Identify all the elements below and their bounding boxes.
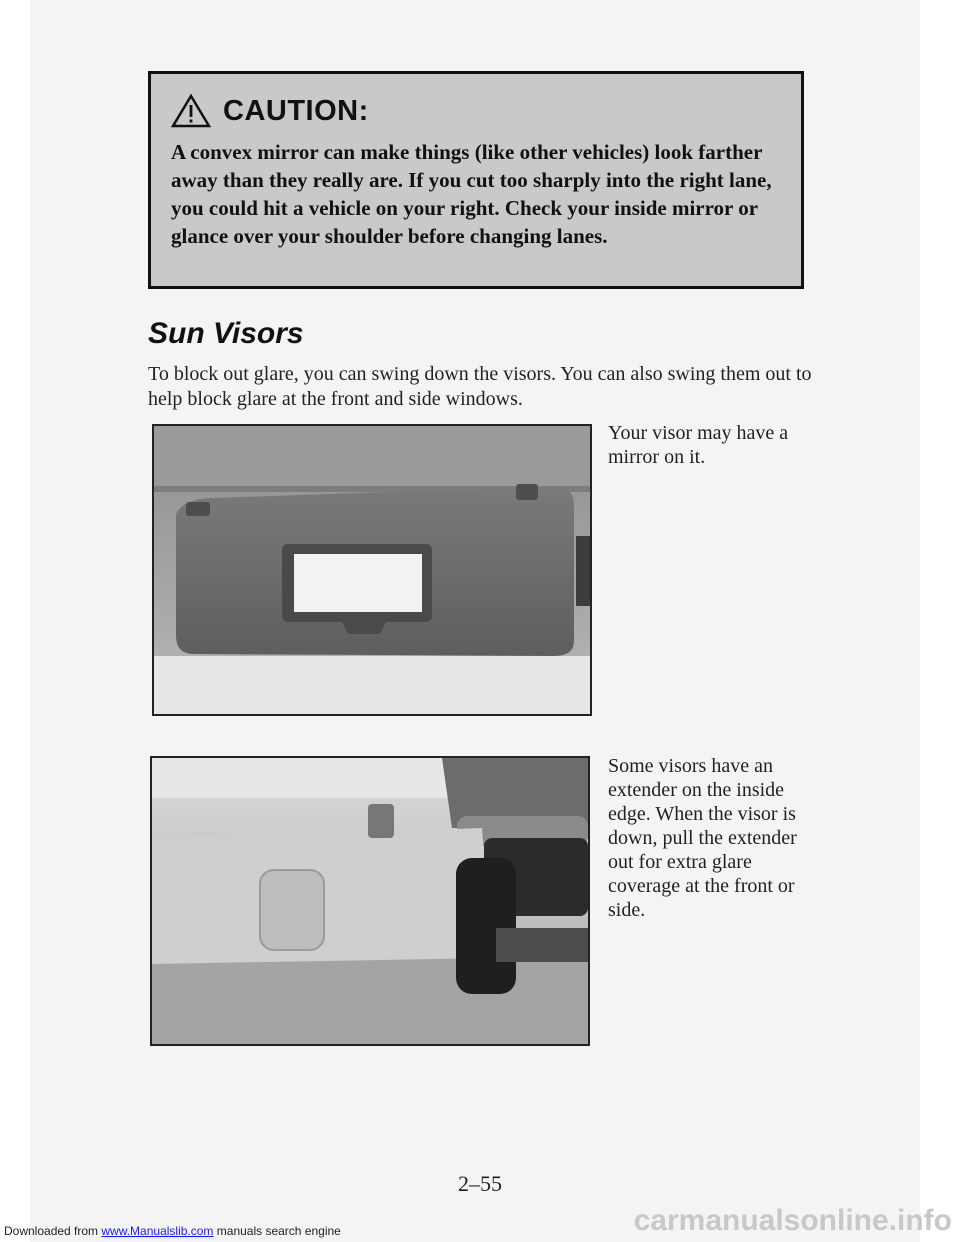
manualslib-link[interactable]: www.Manualslib.com — [101, 1224, 214, 1238]
caution-header — [171, 94, 779, 128]
visor-extender-photo — [150, 756, 590, 1046]
footer-suffix: manuals search engine — [213, 1224, 341, 1238]
caution-box — [148, 71, 804, 289]
warning-triangle-icon — [171, 94, 211, 128]
visor-extender-caption: Some visors have an extender on the inside edge. When the visor is down, pull the extender out for extra glare coverage at the front or side. — [608, 755, 797, 921]
caution-text: A convex mirror can make things (like other vehicles) look farther away than they really are. If you cut too sharply into the right lane, you could hit a vehicle on your right. Check your inside mirror or glance over your shoulder before changing lanes. — [171, 140, 772, 248]
visor-mirror-caption: Your visor may have a mirror on it. — [608, 422, 789, 468]
section-title: Sun Visors — [148, 317, 304, 350]
caution-title: CAUTION: — [223, 94, 369, 127]
download-footer — [4, 1224, 341, 1238]
watermark: carmanualsonline.info — [633, 1204, 952, 1237]
intro-paragraph: To block out glare, you can swing down the visors. You can also swing them out to help block glare at the front and side windows. — [148, 363, 812, 410]
visor-mirror-photo — [152, 424, 592, 716]
page-number: 2–55 — [458, 1171, 502, 1196]
footer-prefix: Downloaded from — [4, 1224, 102, 1238]
